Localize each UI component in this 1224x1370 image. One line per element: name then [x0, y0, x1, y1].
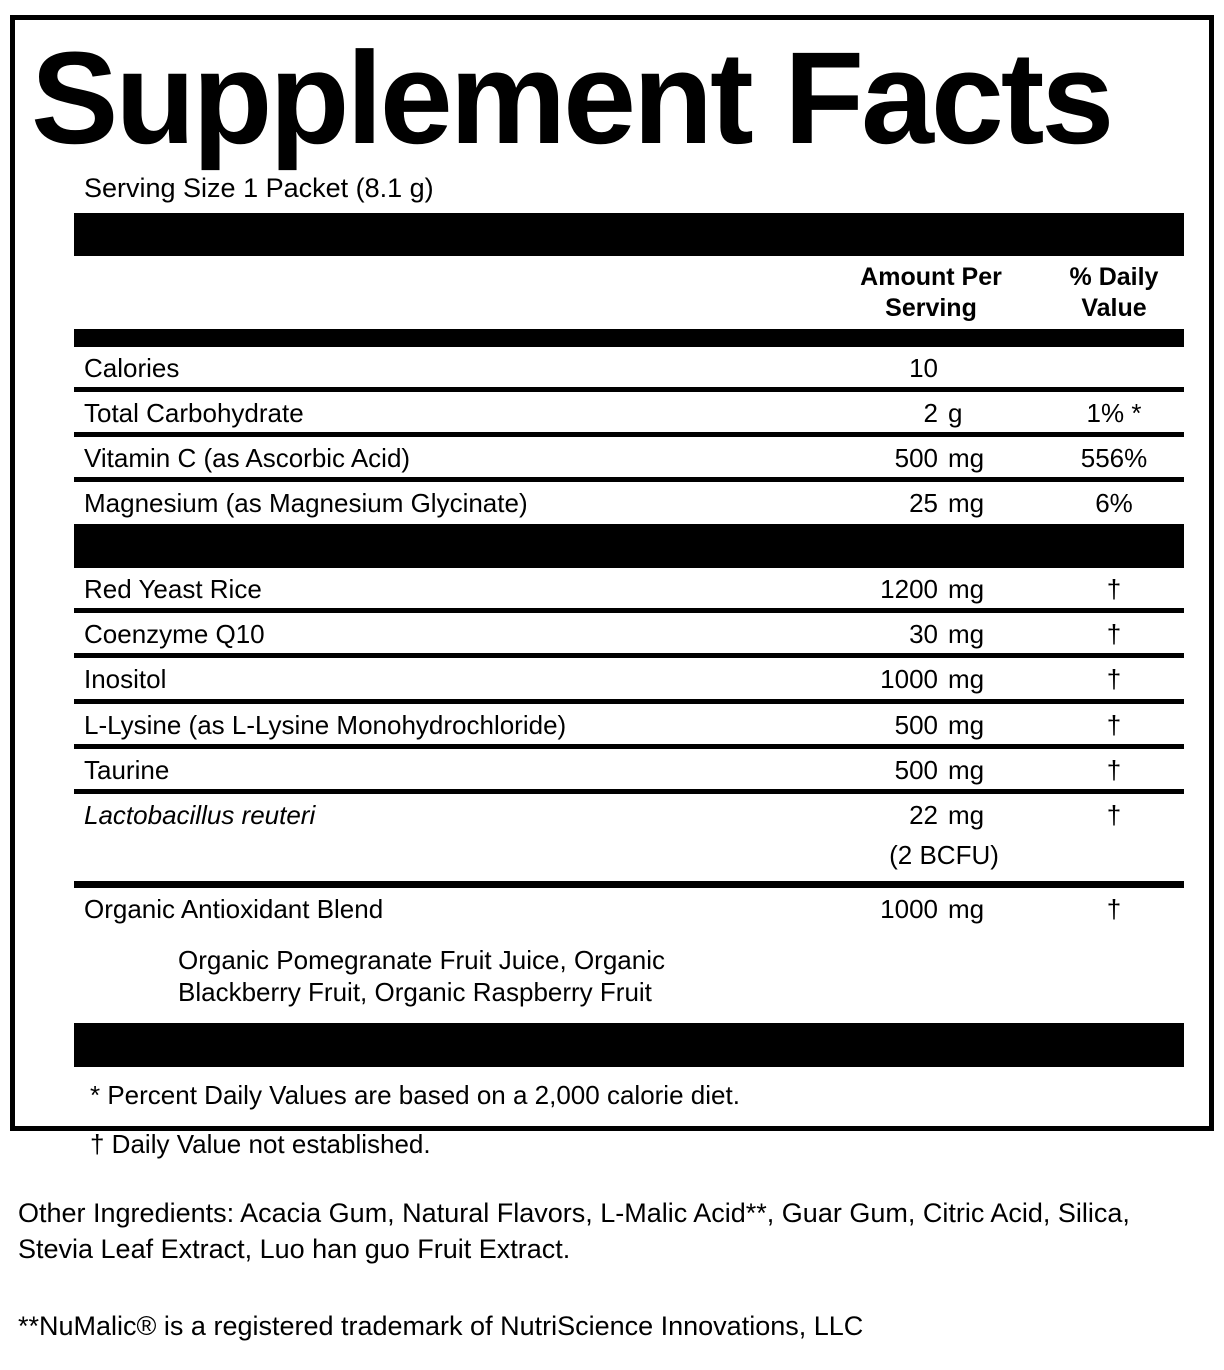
row-name: Coenzyme Q10 [84, 619, 265, 650]
row-amount-value: 30 [909, 619, 938, 650]
row-name: Taurine [84, 754, 170, 785]
table-row-lactobacillus-reuteri [74, 794, 1184, 834]
row-daily-value: † [1106, 709, 1122, 740]
row-amount-value: 25 [909, 488, 938, 519]
row-amount [818, 620, 1044, 648]
table-row-l-lysine [74, 704, 1184, 749]
row-name: Total Carbohydrate [84, 398, 304, 429]
row-amount-unit: mg [948, 754, 985, 785]
row-name: Inositol [84, 664, 167, 695]
dv-header-line2: Value [1081, 294, 1147, 322]
serving-size: Serving Size 1 Packet (8.1 g) [84, 173, 434, 203]
facts-content [74, 173, 1184, 1160]
row-daily-value: 556% [1080, 443, 1148, 474]
facts-title: Supplement Facts [31, 24, 1112, 171]
table-row-calories [74, 347, 1184, 392]
footnotes-separator-bar [74, 1023, 1184, 1067]
row-name: Lactobacillus reuteri [84, 799, 316, 830]
trademark-note: **NuMalic® is a registered trademark of NutriScience Innovations, LLC [18, 1311, 864, 1342]
row-amount-value: 22 [909, 799, 938, 830]
row-amount-unit: mg [948, 574, 985, 605]
blend-sub-ingredients-line2: Blackberry Fruit, Organic Raspberry Fruit [178, 977, 652, 1008]
note-dv-spacer [1044, 840, 1184, 871]
table-row-magnesium [74, 482, 1184, 522]
column-headers [74, 256, 1184, 329]
row-amount-unit: mg [948, 709, 985, 740]
blend-sub-ingredients-line1: Organic Pomegranate Fruit Juice, Organic [178, 944, 665, 975]
amount-header-line1: Amount Per [860, 263, 1002, 291]
table-row-red-yeast-rice [74, 568, 1184, 613]
table-row-organic-antioxidant-blend [74, 888, 1184, 928]
row-amount-value: 1200 [880, 574, 938, 605]
row-amount-unit: mg [948, 488, 985, 519]
row-amount-value: 500 [894, 709, 938, 740]
row-amount [818, 756, 1044, 784]
dv-header-line1: % Daily [1069, 263, 1159, 291]
row-amount-unit: mg [948, 443, 985, 474]
daily-value-footnote: * Percent Daily Values are based on a 2,000 calorie diet. [90, 1079, 740, 1110]
row-amount [818, 399, 1044, 427]
row-name: L-Lysine (as L-Lysine Monohydrochloride) [84, 709, 567, 740]
row-daily-value: † [1106, 754, 1122, 785]
supplement-label-page [0, 15, 1224, 1370]
row-daily-value: † [1106, 664, 1122, 695]
row-daily-value: † [1106, 619, 1122, 650]
other-ingredients: Other Ingredients: Acacia Gum, Natural Flavors, L-Malic Acid**, Guar Gum, Citric Acid, Silica, Stevia Leaf Extract, Luo han guo Fruit Extract. [18, 1198, 1130, 1265]
row-amount-value: 10 [909, 353, 938, 383]
blend-sub-ingredients [74, 944, 1184, 1009]
note-spacer [84, 840, 818, 871]
row-daily-value: † [1106, 574, 1122, 605]
row-amount [818, 489, 1044, 517]
table-row-coenzyme-q10 [74, 613, 1184, 658]
row-daily-value: † [1106, 893, 1122, 924]
section-separator-bar [74, 524, 1184, 568]
row-amount-value: 1000 [880, 893, 938, 924]
row-amount-unit: mg [948, 619, 985, 650]
row-amount-value: 2 [923, 398, 938, 429]
row-amount [818, 711, 1044, 739]
table-row-taurine [74, 749, 1184, 794]
row-amount [818, 895, 1044, 923]
lactobacillus-cfu-note-row [74, 834, 1184, 888]
row-amount-value: 1000 [880, 664, 938, 695]
header-spacer [84, 262, 818, 324]
table-row-total-carbohydrate [74, 392, 1184, 437]
row-amount-unit: mg [948, 799, 985, 830]
amount-header-line2: Serving [885, 294, 977, 322]
row-name: Magnesium (as Magnesium Glycinate) [84, 488, 528, 519]
row-daily-value: 1% * [1086, 398, 1142, 429]
row-amount [818, 665, 1044, 693]
row-name: Red Yeast Rice [84, 574, 262, 605]
row-amount [818, 801, 1044, 829]
row-amount [818, 354, 1044, 382]
dagger-footnote: † Daily Value not established. [90, 1128, 431, 1159]
table-row-vitamin-c [74, 437, 1184, 482]
amount-note: (2 BCFU) [889, 839, 999, 870]
top-separator-bar [74, 213, 1184, 256]
row-amount-value: 500 [894, 443, 938, 474]
amount-per-serving-header [818, 262, 1044, 324]
row-name: Vitamin C (as Ascorbic Acid) [84, 443, 411, 474]
supplement-facts-panel [10, 15, 1214, 1159]
row-amount-unit: mg [948, 893, 985, 924]
row-name: Calories [84, 353, 180, 383]
row-amount [818, 575, 1044, 603]
table-row-inositol [74, 658, 1184, 703]
row-daily-value: † [1106, 799, 1122, 830]
row-amount-unit: g [948, 398, 963, 429]
row-daily-value: 6% [1095, 488, 1133, 519]
row-name: Organic Antioxidant Blend [84, 893, 384, 924]
daily-value-header [1044, 262, 1184, 324]
row-amount-value: 500 [894, 754, 938, 785]
header-separator-bar [74, 329, 1184, 347]
row-amount-unit: mg [948, 664, 985, 695]
row-amount [818, 444, 1044, 472]
